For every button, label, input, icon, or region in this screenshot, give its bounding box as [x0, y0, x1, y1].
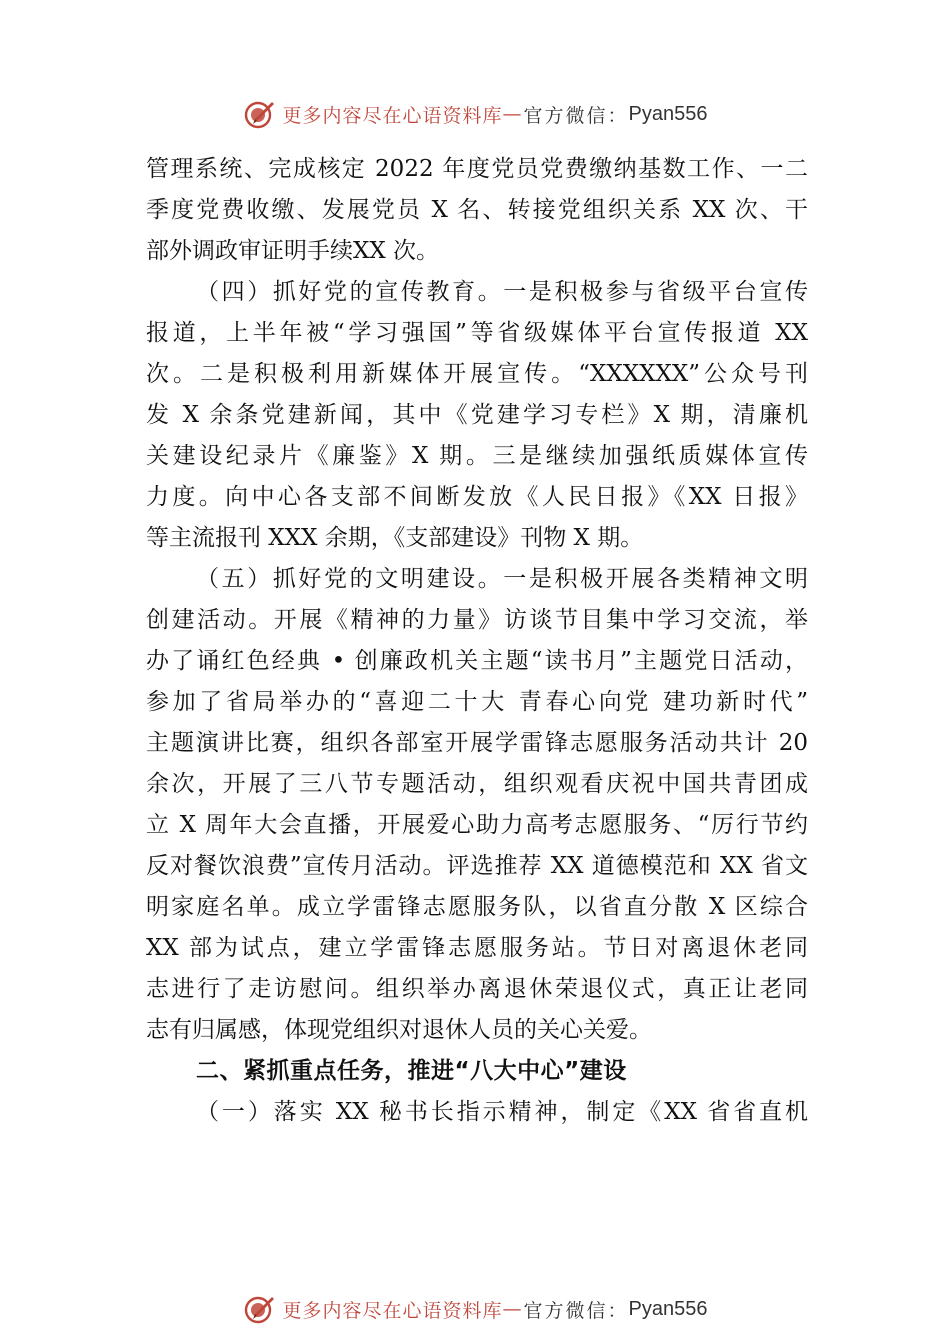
banner-wechat-label: 官方微信： [523, 1299, 629, 1322]
body-line: 季度党费收缴、发展党员 X 名、转接党组织关系 XX 次、干 [146, 197, 808, 223]
body-line: 志进行了走访慰问。组织举办离退休荣退仪式，真正让老同 [146, 976, 808, 1002]
body-line: 志有归属感，体现党组织对退休人员的关心关爱。 [146, 1017, 652, 1043]
banner-wechat-account: Pyan556 [628, 1297, 708, 1320]
body-line: 管理系统、完成核定 2022 年度党员党费缴纳基数工作、一二 [146, 156, 808, 182]
body-line: 立 X 周年大会直播，开展爱心助力高考志愿服务、“厉行节约 [146, 812, 808, 838]
body-line: 明家庭名单。成立学雷锋志愿服务队，以省直分散 X 区综合 [146, 894, 808, 920]
paragraph-start-line: （五）抓好党的文明建设。一是积极开展各类精神文明 [196, 566, 808, 592]
body-line: 主题演讲比赛，组织各部室开展学雷锋志愿服务活动共计 20 [146, 730, 808, 756]
body-line: 等主流报刊 XXX 余期，《支部建设》刊物 X 期。 [146, 525, 644, 551]
footer-watermark-banner [0, 1289, 950, 1329]
body-line: 办了诵红色经典 • 创廉政机关主题“读书月”主题党日活动， [146, 648, 808, 674]
pen-logo-icon [243, 1292, 277, 1326]
paragraph-start-line: （四）抓好党的宣传教育。一是积极参与省级平台宣传 [196, 279, 808, 305]
body-line: 次。二是积极利用新媒体开展宣传。“XXXXXX”公众号刊 [146, 361, 808, 387]
header-watermark-banner [0, 94, 950, 134]
body-line: XX 部为试点，建立学雷锋志愿服务站。节日对离退休老同 [146, 935, 808, 961]
body-line: 力度。向中心各支部不间断发放《人民日报》《XX 日报》 [146, 484, 808, 510]
body-line: 发 X 余条党建新闻，其中《党建学习专栏》X 期，清廉机 [146, 402, 808, 428]
section-heading: 二、紧抓重点任务，推进“八大中心”建设 [196, 1058, 627, 1084]
banner-site-name: 更多内容尽在心语资料库 [282, 1299, 503, 1322]
banner-wechat-label: 官方微信： [523, 104, 629, 127]
banner-site-name: 更多内容尽在心语资料库 [282, 104, 503, 127]
body-line: 创建活动。开展《精神的力量》访谈节目集中学习交流，举 [146, 607, 808, 633]
banner-separator: — [502, 103, 522, 125]
body-line: 反对餐饮浪费”宣传月活动。评选推荐 XX 道德模范和 XX 省文 [146, 853, 808, 879]
banner-wechat-account: Pyan556 [628, 102, 708, 125]
body-line: 报道，上半年被“学习强国”等省级媒体平台宣传报道 XX [146, 320, 808, 346]
pen-logo-icon [243, 97, 277, 131]
paragraph-start-line: （一）落实 XX 秘书长指示精神，制定《XX 省省直机 [196, 1099, 808, 1125]
body-line: 余次，开展了三八节专题活动，组织观看庆祝中国共青团成 [146, 771, 808, 797]
body-line: 参加了省局举办的“喜迎二十大 青春心向党 建功新时代” [146, 689, 808, 715]
document-body [146, 149, 808, 1133]
banner-separator: — [502, 1298, 522, 1320]
body-line: 部外调政审证明手续XX 次。 [146, 238, 440, 264]
body-line: 关建设纪录片《廉鉴》X 期。三是继续加强纸质媒体宣传 [146, 443, 808, 469]
